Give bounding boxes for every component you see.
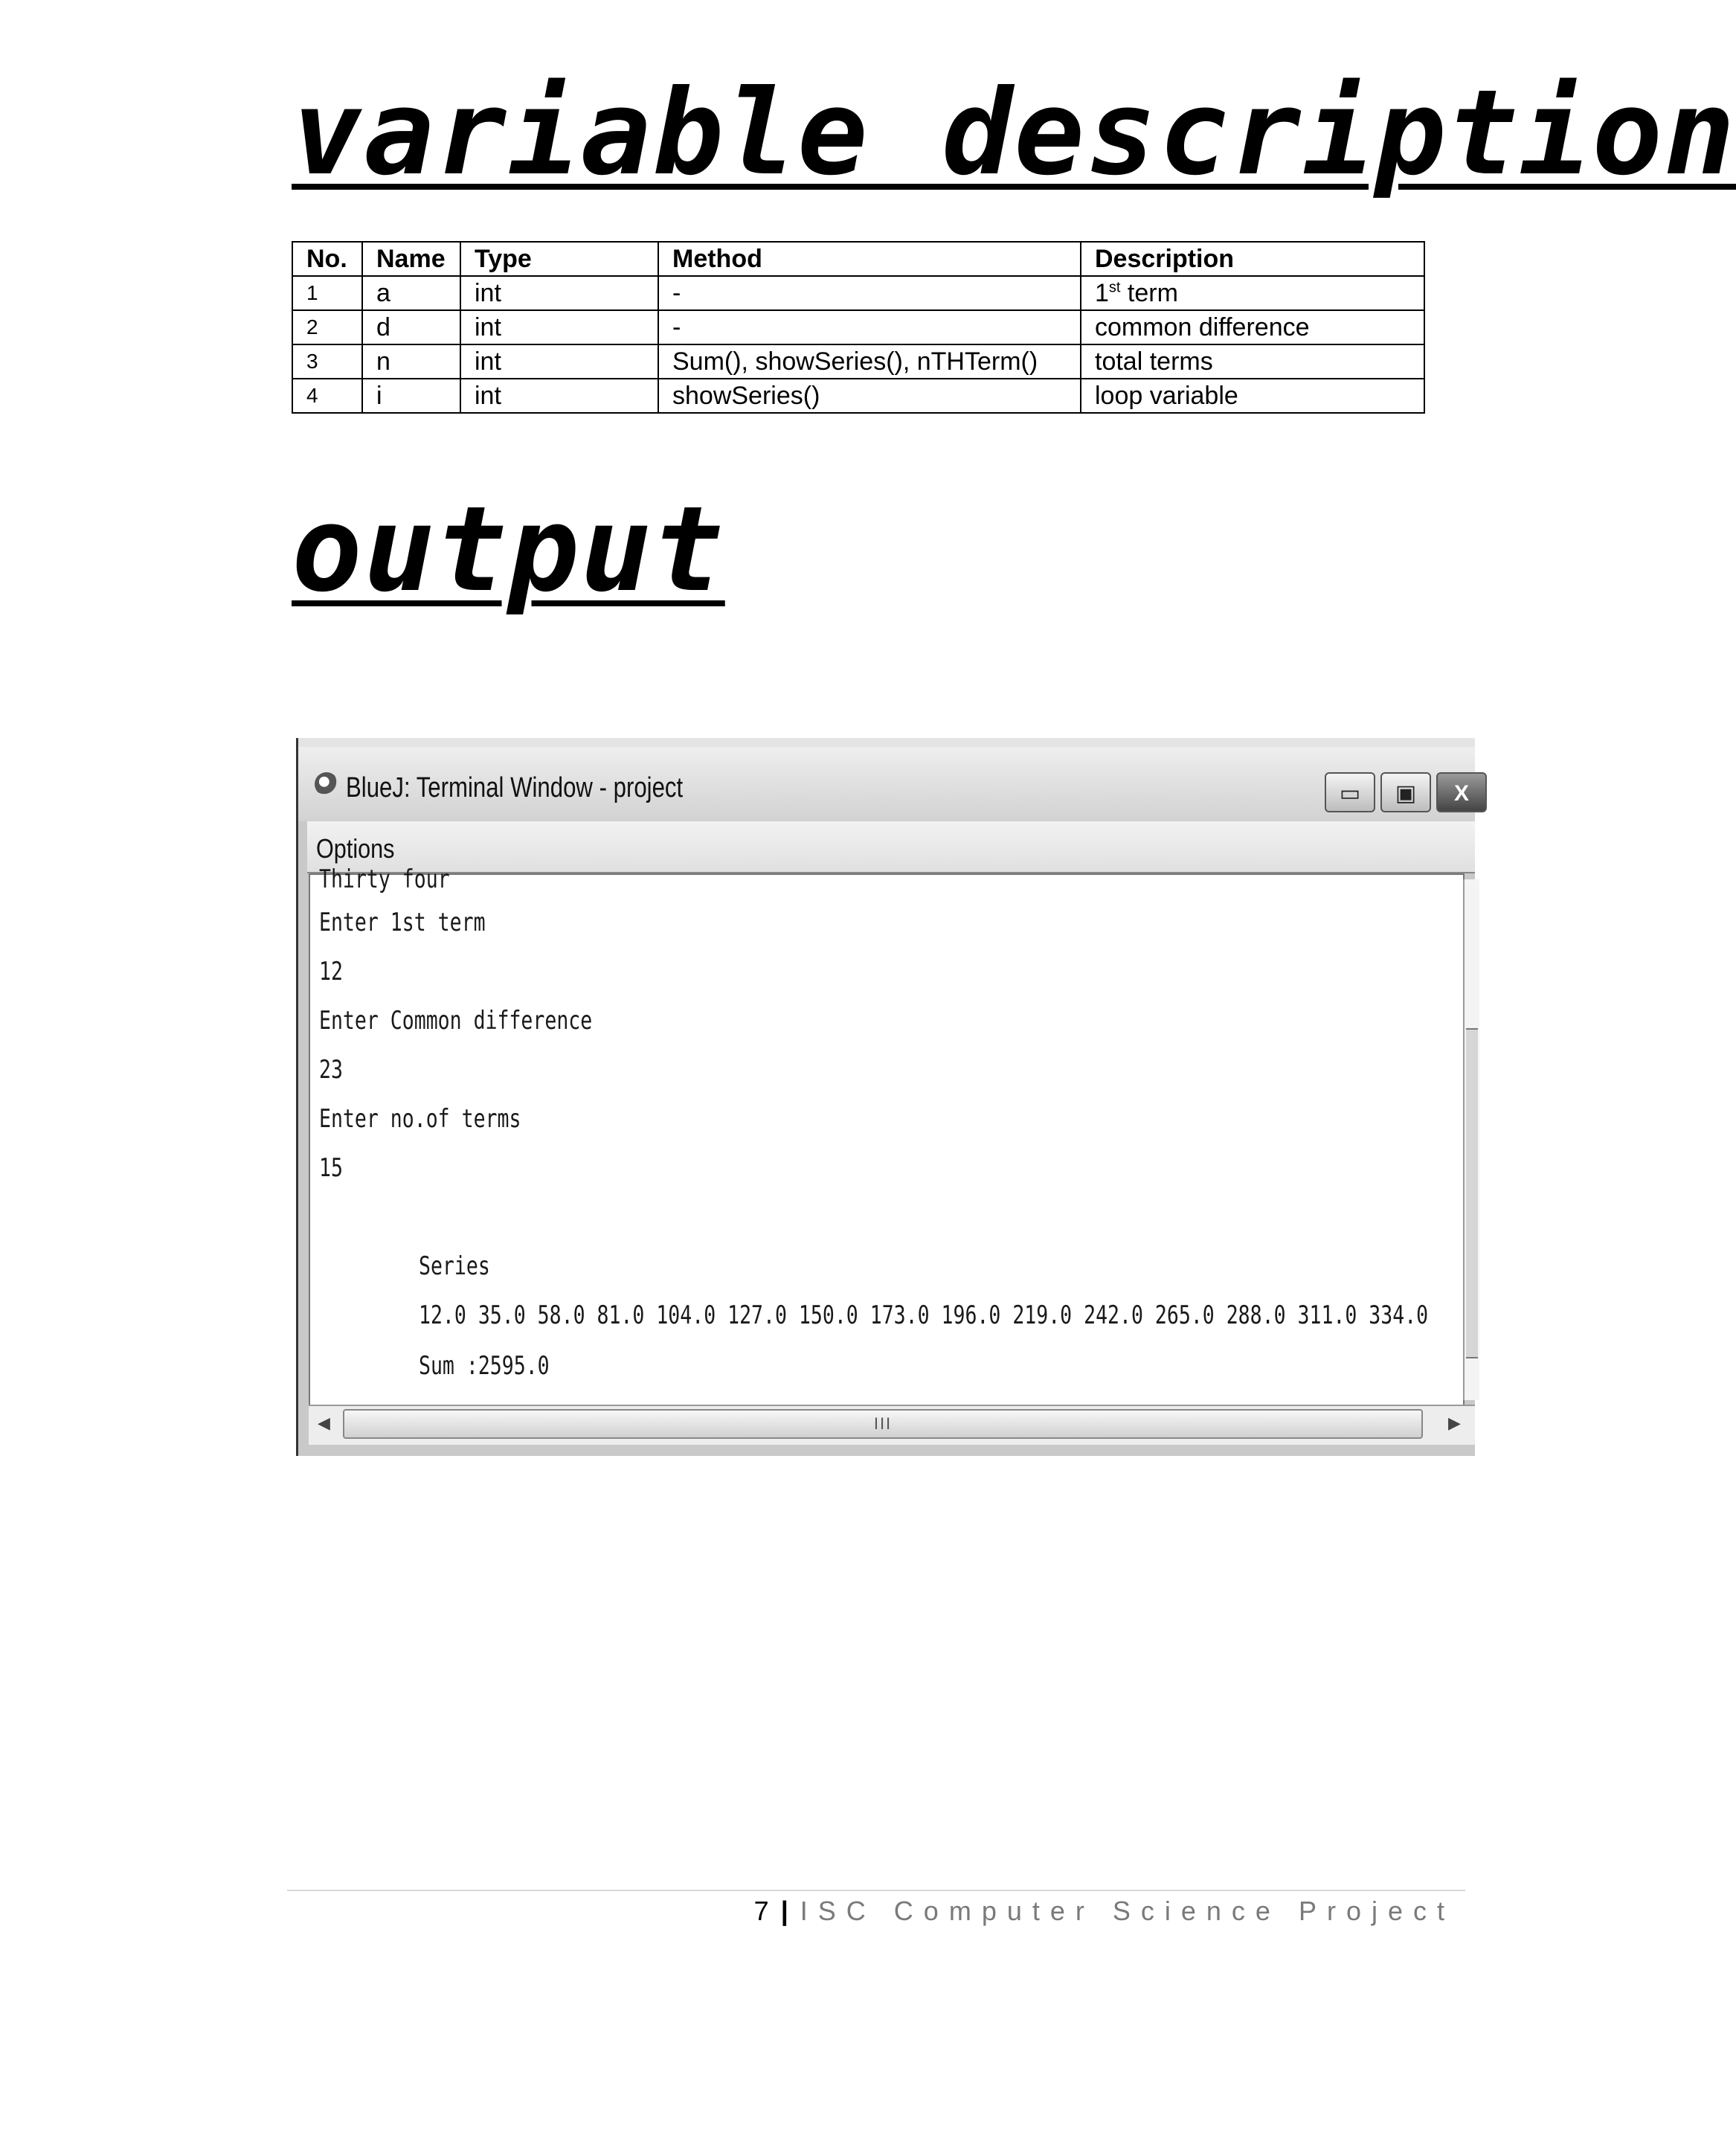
cell-method: Sum(), showSeries(), nTHTerm(): [658, 344, 1081, 379]
col-header-name: Name: [362, 242, 460, 276]
terminal-output[interactable]: [309, 864, 1465, 1406]
table-row: [292, 379, 1424, 413]
variable-description-heading: variable description: [292, 65, 1736, 202]
window-title: BlueJ: Terminal Window - project: [346, 772, 684, 803]
output-line: Enter Common difference: [319, 1006, 593, 1036]
cell-no: 1: [292, 276, 362, 310]
cell-no: 2: [292, 310, 362, 344]
table-header-row: [292, 242, 1424, 276]
output-line: Sum :2595.0: [419, 1351, 550, 1381]
output-line: 15: [319, 1153, 343, 1183]
cell-name: d: [362, 310, 460, 344]
footer-separator: |: [780, 1896, 788, 1926]
bluej-app-icon: [315, 772, 338, 796]
cell-description: common difference: [1081, 310, 1424, 344]
cell-type: int: [460, 344, 658, 379]
project-title: ISC Computer Science Project: [800, 1896, 1455, 1926]
vertical-scrollbar[interactable]: [1463, 879, 1479, 1400]
cell-method: -: [658, 310, 1081, 344]
scroll-left-arrow-icon[interactable]: ◀: [318, 1414, 330, 1432]
col-header-type: Type: [460, 242, 658, 276]
horizontal-scrollbar[interactable]: [309, 1405, 1475, 1445]
output-line: 23: [319, 1055, 343, 1085]
cell-method: -: [658, 276, 1081, 310]
cell-name: i: [362, 379, 460, 413]
description-rest: term: [1120, 278, 1178, 307]
cell-type: int: [460, 276, 658, 310]
menu-options[interactable]: Options: [316, 833, 395, 864]
table-row: [292, 344, 1424, 379]
minimize-button[interactable]: ▭: [1325, 772, 1375, 812]
cell-name: n: [362, 344, 460, 379]
cell-description: [1081, 276, 1424, 310]
col-header-no: No.: [292, 242, 362, 276]
col-header-method: Method: [658, 242, 1081, 276]
title-bar[interactable]: [298, 747, 1475, 821]
output-line: Enter no.of terms: [319, 1104, 521, 1134]
menu-bar: [307, 821, 1475, 873]
cell-name: a: [362, 276, 460, 310]
scroll-right-arrow-icon[interactable]: ▶: [1448, 1414, 1461, 1432]
col-header-description: Description: [1081, 242, 1424, 276]
description-superscript: st: [1108, 279, 1121, 296]
vertical-scroll-thumb[interactable]: [1466, 1028, 1478, 1358]
cell-method: showSeries(): [658, 379, 1081, 413]
horizontal-scroll-thumb[interactable]: III: [343, 1409, 1423, 1439]
bluej-terminal-window: [296, 738, 1475, 1456]
cell-description: loop variable: [1081, 379, 1424, 413]
output-line: Series: [419, 1251, 490, 1281]
page-footer: [754, 1896, 1455, 1927]
output-line: 12: [319, 957, 343, 986]
variable-description-table: [292, 241, 1425, 414]
page-number: 7: [753, 1896, 769, 1926]
cell-no: 4: [292, 379, 362, 413]
cell-description: total terms: [1081, 344, 1424, 379]
table-row: [292, 310, 1424, 344]
output-heading: output: [292, 481, 725, 618]
output-line: Enter 1st term: [319, 908, 486, 937]
cell-type: int: [460, 379, 658, 413]
description-number: 1: [1095, 278, 1109, 307]
output-line: 12.0 35.0 58.0 81.0 104.0 127.0 150.0 173.0 196.0 219.0 242.0 265.0 288.0 311.0 334.0: [419, 1300, 1429, 1330]
cell-no: 3: [292, 344, 362, 379]
table-row: [292, 276, 1424, 310]
cell-type: int: [460, 310, 658, 344]
close-button[interactable]: X: [1436, 772, 1487, 812]
footer-rule: [287, 1890, 1465, 1891]
maximize-button[interactable]: ▣: [1380, 772, 1431, 812]
output-line: Thirty four: [319, 864, 450, 894]
